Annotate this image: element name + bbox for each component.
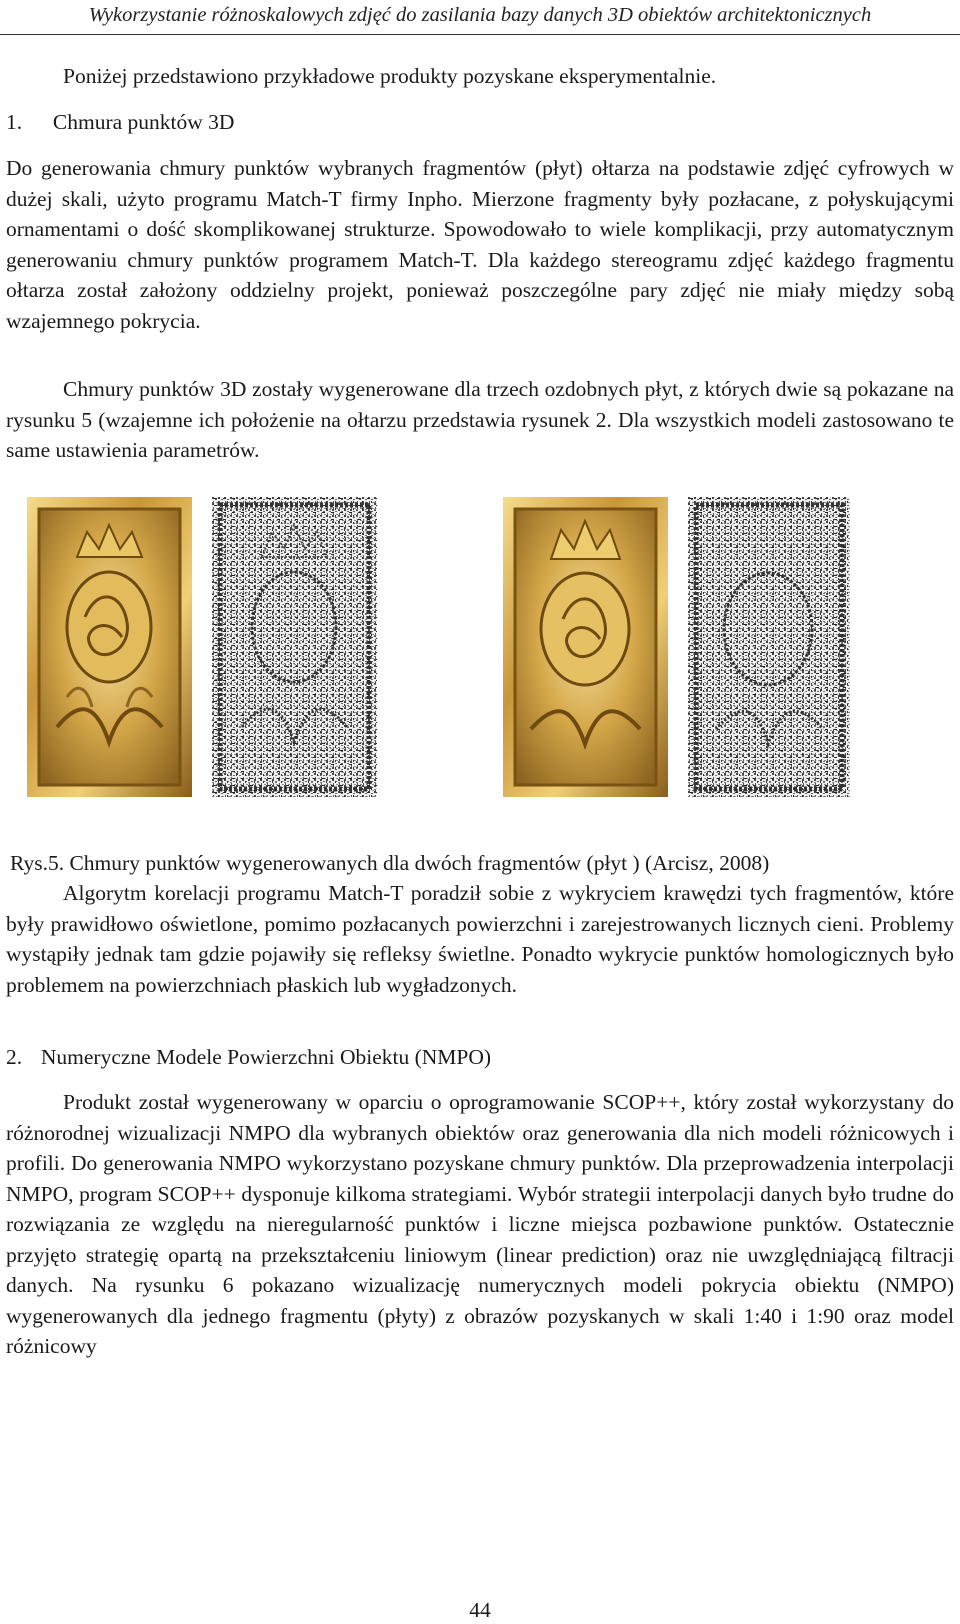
- point-cloud-image-2: [688, 497, 850, 797]
- running-head: Wykorzystanie różnoskalowych zdjęć do zasilania bazy danych 3D obiektów architektonicznych: [0, 0, 960, 35]
- section-heading-2: [6, 1042, 954, 1073]
- section-title: Numeryczne Modele Powierzchni Obiektu (NMPO): [40, 1045, 492, 1069]
- intro-paragraph: Poniżej przedstawiono przykładowe produkty pozyskane eksperymentalnie.: [63, 64, 717, 88]
- body-paragraph-1: Do generowania chmury punktów wybranych fragmentów (płyt) ołtarza na podstawie zdjęć cyfrowych w dużej skali, użyto programu Match-T firmy Inpho. Mierzone fragmenty były pozłacane, z połyskującymi ornamentami o dość skomplikowanej strukturze. Spowodowało to wiele komplikacji, przy automatycznym generowaniu chmury punktów programem Match-T. Dla każdego stereogramu zdjęć każdego fragmentu ołtarza został założony oddzielny projekt, ponieważ poszczególne pary zdjęć nie miały między sobą wzajemnego pokrycia.: [6, 156, 954, 333]
- section-number: 1.: [6, 110, 23, 134]
- section-title: Chmura punktów 3D: [52, 110, 235, 134]
- figure-caption: Rys.5. Chmury punktów wygenerowanych dla dwóch fragmentów (płyt ) (Arcisz, 2008): [10, 851, 770, 875]
- section-heading-1: [6, 107, 954, 138]
- gold-panel-photo-2: [503, 497, 668, 797]
- body-paragraph-3: Algorytm korelacji programu Match-T poradził sobie z wykryciem krawędzi tych fragmentów, które były prawidłowo oświetlone, pomimo pozłacanych powierzchni i zarejestrowanych licznych cieni. Problemy wystąpiły jednak tam gdzie pojawiły się refleksy świetlne. Ponadto wykrycie punktów homologicznych było problemem na powierzchniach płaskich lub wygładzonych.: [6, 881, 954, 997]
- gold-panel-photo-1: [27, 497, 192, 797]
- body-paragraph-4: Produkt został wygenerowany w oparciu o oprogramowanie SCOP++, który został wykorzystany do różnorodnej wizualizacji NMPO dla wybranych obiektów oraz generowania dla nich modeli różnicowych i profili. Do generowania NMPO wykorzystano pozyskane chmury punktów. Dla przeprowadzenia interpolacji NMPO, program SCOP++ dysponuje kilkoma strategiami. Wybór strategii interpolacji danych było trudne do rozwiązania ze względu na nieregularność punktów i liczne miejsca pozbawione punktów. Ostatecznie przyjęto strategię opartą na przekształceniu liniowym (linear prediction) oraz nie uwzględniającą filtracji danych. Na rysunku 6 pokazano wizualizację numerycznych modeli pokrycia obiektu (NMPO) wygenerowanych dla jednego fragmentu (płyty) z obrazów pozyskanych w skali 1:40 i 1:90 oraz model różnicowy: [6, 1090, 954, 1358]
- point-cloud-image-1: [212, 497, 377, 797]
- body-paragraph-2: Chmury punktów 3D zostały wygenerowane dla trzech ozdobnych płyt, z których dwie są pokazane na rysunku 5 (wzajemne ich położenie na ołtarzu przedstawia rysunek 2. Dla wszystkich modeli zastosowano te same ustawienia parametrów.: [6, 377, 954, 462]
- section-number: 2.: [6, 1045, 23, 1069]
- page-number: 44: [469, 1598, 491, 1622]
